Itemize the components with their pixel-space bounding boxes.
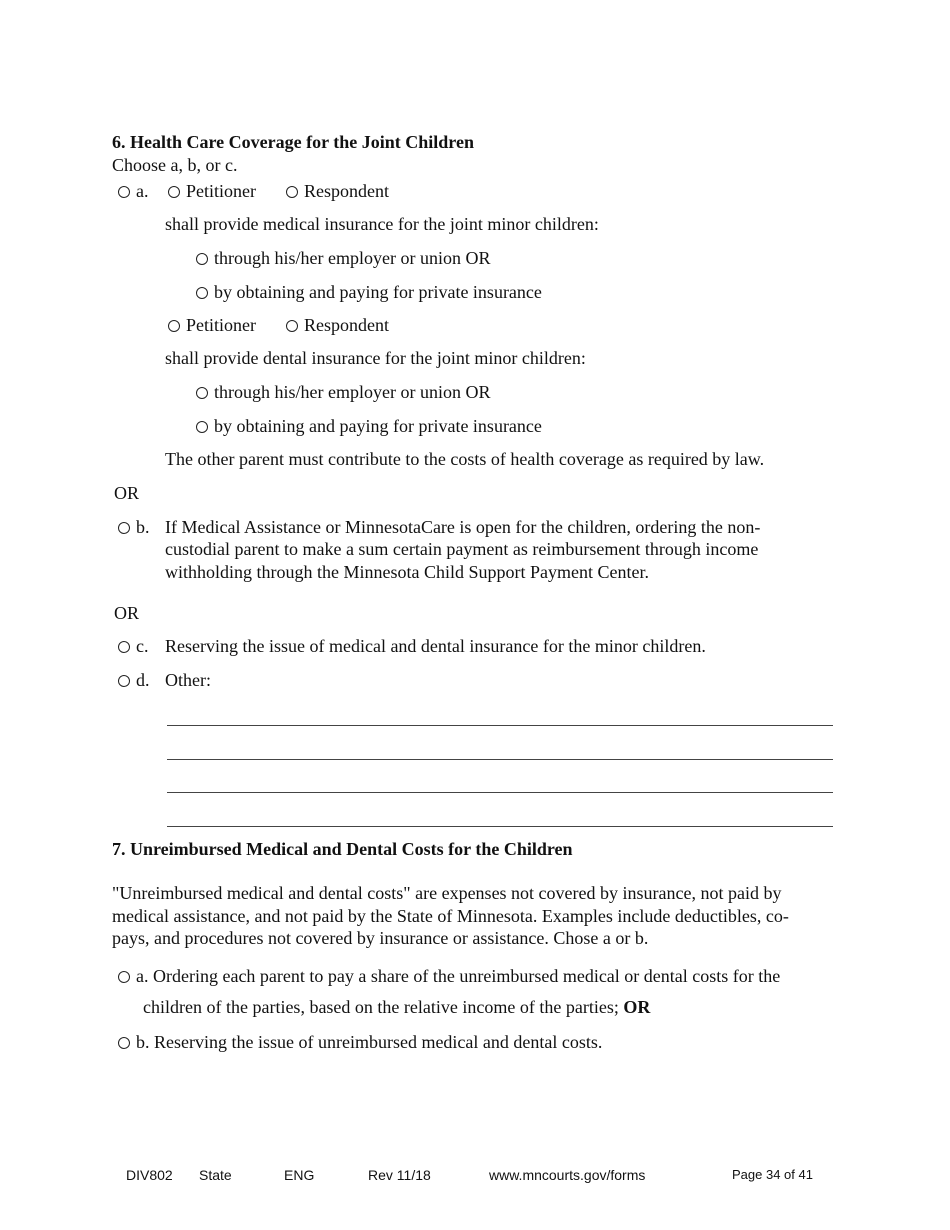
medical-method-employer <box>196 247 490 269</box>
dental-respondent-option <box>286 314 389 336</box>
medical-petitioner-radio[interactable] <box>168 186 180 198</box>
dental-private-radio[interactable] <box>196 421 208 433</box>
medical-private-radio[interactable] <box>196 287 208 299</box>
dental-private-label: by obtaining and paying for private insurance <box>214 416 542 436</box>
option-c-row <box>118 635 149 657</box>
option-b-text-line-3: withholding through the Minnesota Child Support Payment Center. <box>165 562 649 582</box>
option-a-radio[interactable] <box>118 186 130 198</box>
dental-petitioner-label: Petitioner <box>186 315 256 335</box>
dental-respondent-radio[interactable] <box>286 320 298 332</box>
medical-petitioner-option <box>168 180 256 202</box>
option-d-radio[interactable] <box>118 675 130 687</box>
section-7-intro-line-2: medical assistance, and not paid by the State of Minnesota. Examples include deductibles, co- <box>112 906 789 926</box>
section-7-option-b-radio[interactable] <box>118 1037 130 1049</box>
medical-employer-radio[interactable] <box>196 253 208 265</box>
section-7-option-a-line-2-wrap <box>143 996 650 1018</box>
footer-website-link[interactable]: www.mncourts.gov/forms <box>489 1167 646 1183</box>
option-b-text-line-1: If Medical Assistance or MinnesotaCare is open for the children, ordering the non- <box>165 517 761 537</box>
option-b-label: b. <box>136 517 150 537</box>
option-d-text: Other: <box>165 670 211 690</box>
medical-petitioner-label: Petitioner <box>186 181 256 201</box>
option-c-text: Reserving the issue of medical and dental insurance for the minor children. <box>165 636 706 656</box>
section-7-option-a-line-1: a. Ordering each parent to pay a share of the unreimbursed medical or dental costs for the <box>136 966 781 986</box>
section-7-option-a-line-2: children of the parties, based on the relative income of the parties; <box>143 997 619 1017</box>
option-b-radio[interactable] <box>118 522 130 534</box>
contribution-note: The other parent must contribute to the costs of health coverage as required by law. <box>165 449 765 469</box>
section-6-title: 6. Health Care Coverage for the Joint Children <box>112 132 474 152</box>
dental-petitioner-option <box>168 314 256 336</box>
dental-insurance-text: shall provide dental insurance for the joint minor children: <box>165 348 586 368</box>
section-7-option-a-or: OR <box>623 997 651 1017</box>
or-separator-1: OR <box>114 483 140 503</box>
option-d-row <box>118 669 150 691</box>
medical-insurance-text: shall provide medical insurance for the joint minor children: <box>165 214 599 234</box>
other-write-line[interactable] <box>167 759 833 760</box>
other-write-line[interactable] <box>167 826 833 827</box>
medical-respondent-radio[interactable] <box>286 186 298 198</box>
section-7-intro-line-3: pays, and procedures not covered by insurance or assistance. Chose a or b. <box>112 928 649 948</box>
footer-language: ENG <box>284 1167 315 1183</box>
or-separator-2: OR <box>114 603 140 623</box>
option-a-label: a. <box>136 181 149 201</box>
option-c-radio[interactable] <box>118 641 130 653</box>
option-c-label: c. <box>136 636 149 656</box>
medical-respondent-option <box>286 180 389 202</box>
section-7-intro-line-1: "Unreimbursed medical and dental costs" are expenses not covered by insurance, not paid by <box>112 883 782 903</box>
section-7-title: 7. Unreimbursed Medical and Dental Costs for the Children <box>112 839 573 859</box>
medical-respondent-label: Respondent <box>304 181 389 201</box>
dental-employer-label: through his/her employer or union OR <box>214 382 491 402</box>
section-7-option-b-text: b. Reserving the issue of unreimbursed medical and dental costs. <box>136 1032 603 1052</box>
footer-scope: State <box>199 1167 232 1183</box>
footer-revision: Rev 11/18 <box>368 1167 431 1183</box>
dental-respondent-label: Respondent <box>304 315 389 335</box>
other-write-line[interactable] <box>167 725 833 726</box>
dental-employer-radio[interactable] <box>196 387 208 399</box>
footer-page-number: Page 34 of 41 <box>732 1167 813 1182</box>
dental-method-private <box>196 415 542 437</box>
section-6-instruction: Choose a, b, or c. <box>112 155 238 175</box>
medical-private-label: by obtaining and paying for private insurance <box>214 282 542 302</box>
section-7-option-b <box>118 1031 602 1053</box>
section-7-option-a-radio[interactable] <box>118 971 130 983</box>
dental-petitioner-radio[interactable] <box>168 320 180 332</box>
footer-form-id: DIV802 <box>126 1167 173 1183</box>
option-b-text-line-2: custodial parent to make a sum certain payment as reimbursement through income <box>165 539 759 559</box>
other-write-line[interactable] <box>167 792 833 793</box>
dental-method-employer <box>196 381 490 403</box>
medical-method-private <box>196 281 542 303</box>
option-d-label: d. <box>136 670 150 690</box>
medical-employer-label: through his/her employer or union OR <box>214 248 491 268</box>
section-7-option-a <box>118 965 780 987</box>
option-b-row <box>118 516 150 538</box>
option-a-row <box>118 180 149 202</box>
